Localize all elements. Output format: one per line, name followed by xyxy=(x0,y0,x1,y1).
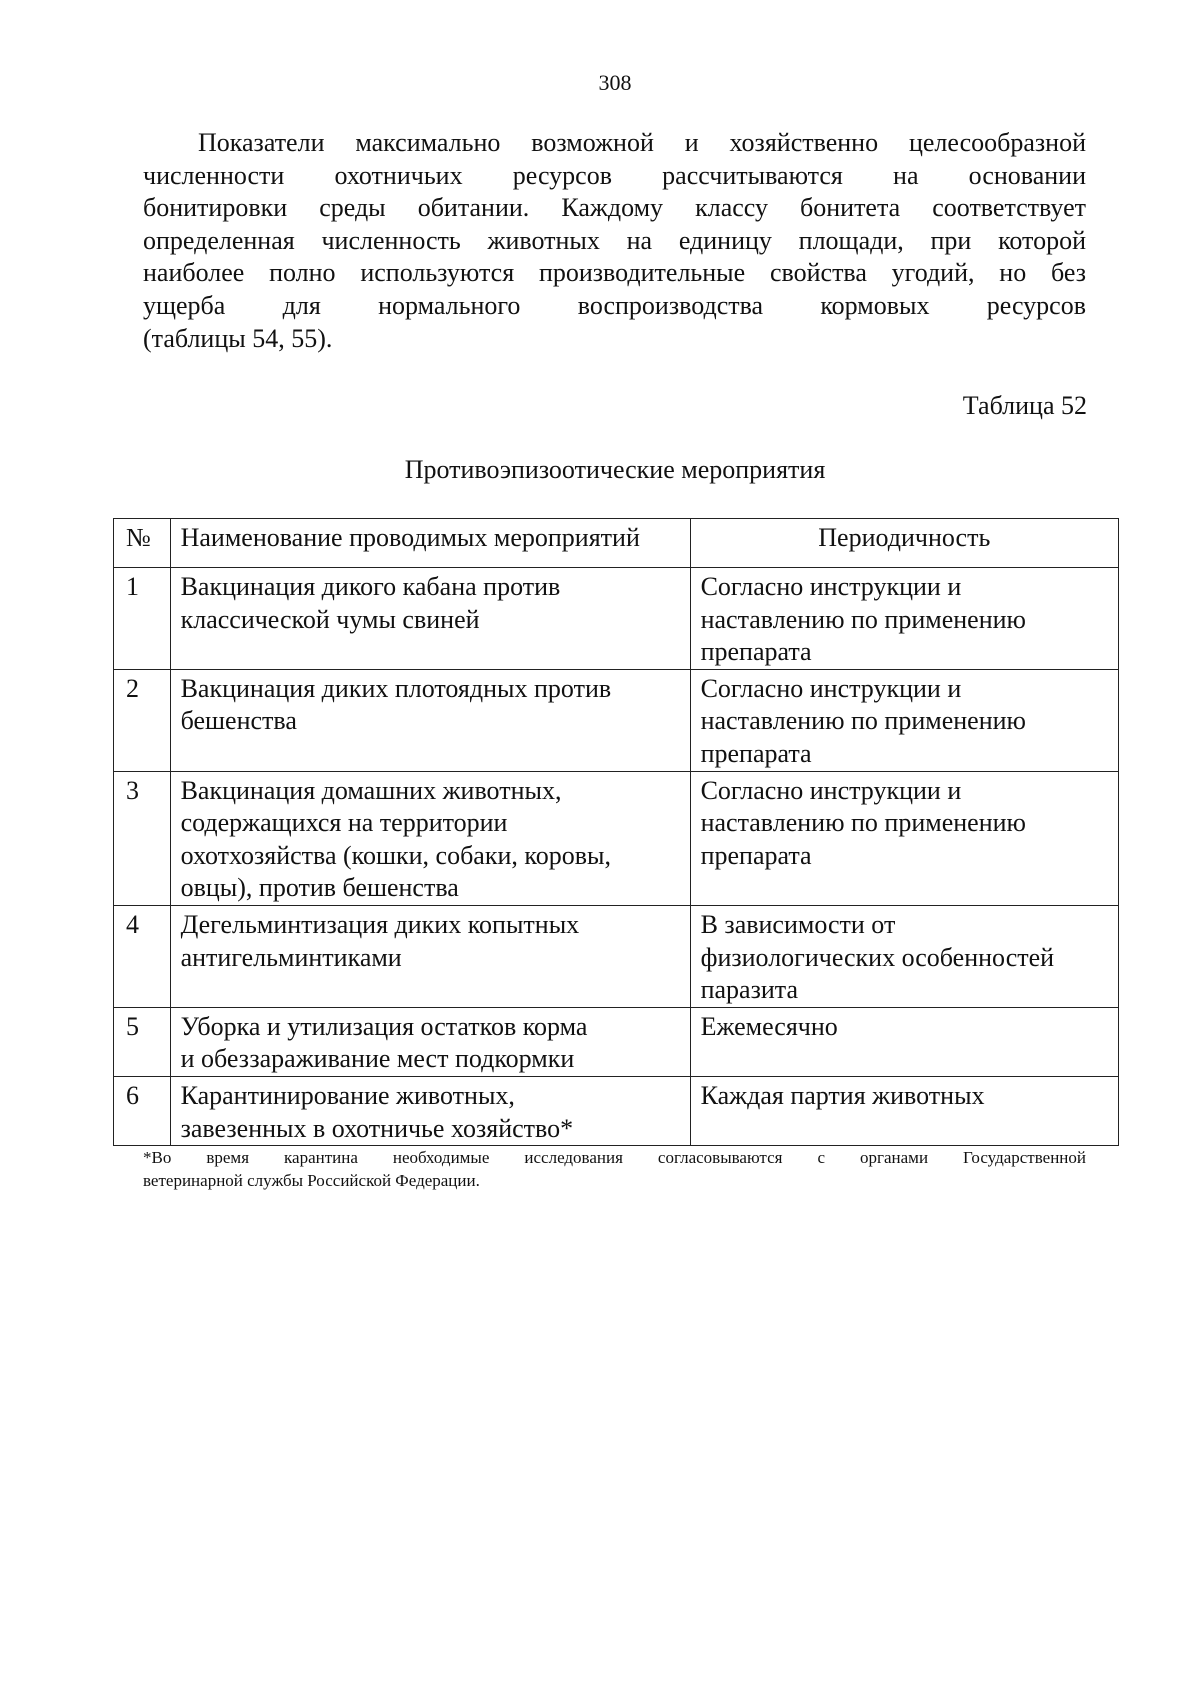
cell-line: препарата xyxy=(700,637,812,667)
page-number: 308 xyxy=(598,70,632,95)
cell-line: содержащихся на территории xyxy=(180,808,508,838)
table-row xyxy=(114,568,1119,670)
cell-line: Каждая партия животных xyxy=(700,1080,985,1110)
row-number: 4 xyxy=(114,905,171,1007)
row-periodicity xyxy=(690,1007,1118,1076)
table-row xyxy=(114,771,1119,905)
measures-table xyxy=(113,518,1119,1146)
cell-line: антигельминтиками xyxy=(180,942,402,972)
table-label: Таблица 52 xyxy=(962,391,1087,420)
intro-line: определенная численность животных на единицу площади, при которой xyxy=(143,225,1086,255)
cell-line: препарата xyxy=(700,738,812,768)
cell-line: физиологических особенностей xyxy=(700,942,1055,972)
table-title: Противоэпизоотические мероприятия xyxy=(404,455,826,484)
footnote xyxy=(143,1146,1086,1192)
cell-line: наставлению по применению xyxy=(700,808,1026,838)
row-name xyxy=(170,669,690,771)
intro-line: наиболее полно используются производительные свойства угодий, но без xyxy=(143,258,1086,288)
cell-line: Ежемесячно xyxy=(700,1011,838,1041)
cell-line: завезенных в охотничье хозяйство* xyxy=(180,1113,574,1143)
row-number: 1 xyxy=(114,568,171,670)
row-periodicity xyxy=(690,1076,1118,1145)
cell-line: паразита xyxy=(700,975,798,1005)
table-row xyxy=(114,1076,1119,1145)
row-periodicity xyxy=(690,905,1118,1007)
row-number: 6 xyxy=(114,1076,171,1145)
intro-paragraph xyxy=(143,127,1086,355)
cell-line: Карантинирование животных, xyxy=(180,1080,515,1110)
header-periodicity: Периодичность xyxy=(690,519,1118,568)
intro-line: ущерба для нормального воспроизводства кормовых ресурсов xyxy=(143,290,1086,320)
cell-line: овцы), против бешенства xyxy=(180,873,459,903)
row-name xyxy=(170,1007,690,1076)
cell-line: В зависимости от xyxy=(700,909,896,939)
row-name xyxy=(170,771,690,905)
cell-line: Уборка и утилизация остатков корма xyxy=(180,1011,588,1041)
row-name xyxy=(170,1076,690,1145)
cell-line: Вакцинация диких плотоядных против xyxy=(180,673,612,703)
intro-line: Показатели максимально возможной и хозяйственно целесообразной xyxy=(198,128,1086,157)
cell-line: наставлению по применению xyxy=(700,604,1026,634)
cell-line: Согласно инструкции и xyxy=(700,572,962,601)
header-number: № xyxy=(114,519,171,568)
cell-line: Вакцинация домашних животных, xyxy=(180,775,562,805)
cell-line: препарата xyxy=(700,840,812,870)
row-number: 3 xyxy=(114,771,171,905)
row-number: 2 xyxy=(114,669,171,771)
row-number: 5 xyxy=(114,1007,171,1076)
footnote-line: *Во время карантина необходимые исследования согласовываются с органами Государственной xyxy=(143,1148,1086,1167)
row-periodicity xyxy=(690,669,1118,771)
table-row xyxy=(114,905,1119,1007)
cell-line: классической чумы свиней xyxy=(180,604,480,634)
cell-line: Согласно инструкции и xyxy=(700,775,962,805)
cell-line: бешенства xyxy=(180,706,297,736)
cell-line: Согласно инструкции и xyxy=(700,673,962,703)
footnote-line: ветеринарной службы Российской Федерации. xyxy=(143,1171,480,1190)
cell-line: охотхозяйства (кошки, собаки, коровы, xyxy=(180,840,611,870)
row-name xyxy=(170,568,690,670)
intro-line: (таблицы 54, 55). xyxy=(143,323,333,353)
table-header-row xyxy=(114,519,1119,568)
row-periodicity xyxy=(690,771,1118,905)
intro-line: численности охотничьих ресурсов рассчитываются на основании xyxy=(143,160,1086,190)
cell-line: Дегельминтизация диких копытных xyxy=(180,909,580,939)
intro-line: бонитировки среды обитании. Каждому классу бонитета соответствует xyxy=(143,193,1086,223)
table-row xyxy=(114,1007,1119,1076)
cell-line: и обеззараживание мест подкормки xyxy=(180,1044,575,1074)
cell-line: Вакцинация дикого кабана против xyxy=(180,572,561,601)
row-periodicity xyxy=(690,568,1118,670)
row-name xyxy=(170,905,690,1007)
cell-line: наставлению по применению xyxy=(700,706,1026,736)
table-row xyxy=(114,669,1119,771)
header-name: Наименование проводимых мероприятий xyxy=(170,519,690,568)
